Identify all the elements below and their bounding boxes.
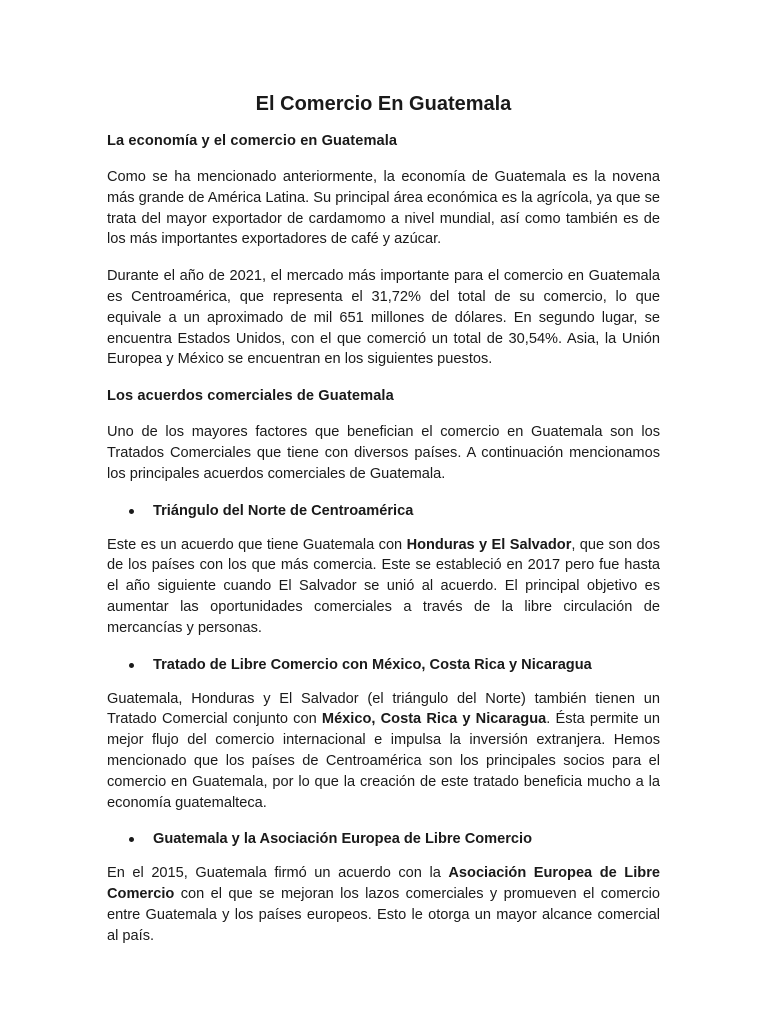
paragraph-triangulo-text-2: , que son dos de los países con los que más comercia. Este se estableció en 2017 pero fue hasta el año siguiente cuando El Salvador se unió al acuerdo. El principal objetivo es aumentar las oportunidades comerciales a través de la libre circulación de mercancías y personas. bbox=[107, 536, 660, 636]
document-body bbox=[107, 131, 660, 963]
bullet-label-triangulo: Triángulo del Norte de Centroamérica bbox=[153, 502, 414, 519]
bullet-list-triangulo bbox=[107, 501, 660, 521]
paragraph-acuerdos-intro: Uno de los mayores factores que benefician el comercio en Guatemala son los Tratados Comerciales que tiene con diversos países. A continuación mencionamos los principales acuerdos comerciales de Guatemala. bbox=[107, 424, 660, 482]
paragraph-triangulo-bold: Honduras y El Salvador bbox=[406, 536, 572, 553]
paragraph-aelc-bold: Asociación Europea de Libre Comercio bbox=[107, 865, 660, 903]
bullet-dot-icon bbox=[129, 837, 134, 842]
section-heading-acuerdos: Los acuerdos comerciales de Guatemala bbox=[107, 388, 394, 405]
paragraph-triangulo bbox=[107, 535, 660, 639]
section-heading-economia: La economía y el comercio en Guatemala bbox=[107, 133, 398, 149]
paragraph-aelc-text-2: con el que se mejoran los lazos comerciales y promueven el comercio entre Guatemala y los países europeos. Esto le otorga un mayor alcance comercial al país. bbox=[107, 886, 660, 944]
paragraph-aelc-text-1: En el 2015, Guatemala firmó un acuerdo con la bbox=[107, 865, 449, 882]
bullet-item-tlc bbox=[107, 655, 660, 675]
bullet-label-tlc: Tratado de Libre Comercio con México, Costa Rica y Nicaragua bbox=[153, 656, 592, 673]
paragraph-tlc bbox=[107, 689, 660, 814]
paragraph-tlc-bold: México, Costa Rica y Nicaragua bbox=[321, 711, 547, 728]
paragraph-economia-intro: Como se ha mencionado anteriormente, la economía de Guatemala es la novena más grande de América Latina. Su principal área económica es la agrícola, ya que se trata del mayor exportador de cardamomo a nivel mundial, así como también es de los más importantes exportadores de café y azúcar. bbox=[107, 169, 660, 248]
paragraph-mercados-2021: Durante el año de 2021, el mercado más importante para el comercio en Guatemala es Centroamérica, que representa el 31,72% del total de su comercio, lo que equivale a un aproximado de mil 651 millones de dólares. En segundo lugar, se encuentra Estados Unidos, con el que comerció un total de 30,54%. Asia, la Unión Europea y México se encuentran en los siguientes puestos. bbox=[107, 268, 660, 368]
paragraph-triangulo-text-1: Este es un acuerdo que tiene Guatemala con bbox=[107, 536, 407, 553]
bullet-item-triangulo bbox=[107, 501, 660, 521]
bullet-label-aelc: Guatemala y la Asociación Europea de Libre Comercio bbox=[153, 831, 533, 848]
document-title: El Comercio En Guatemala bbox=[255, 93, 512, 115]
bullet-list-tlc bbox=[107, 655, 660, 675]
paragraph-tlc-text-2: . Ésta permite un mejor flujo del comercio internacional e impulsa la inversión extranjera. Hemos mencionado que los países de Centroamérica son los principales socios para el comercio en Guatemala, por lo que la creación de este tratado beneficia mucho a la economía guatemalteca. bbox=[107, 711, 660, 811]
paragraph-aelc bbox=[107, 863, 660, 946]
paragraph-tlc-text-1: Guatemala, Honduras y El Salvador (el triángulo del Norte) también tienen un Tratado Comercial conjunto con bbox=[107, 690, 660, 728]
bullet-dot-icon bbox=[129, 663, 134, 668]
bullet-list-aelc bbox=[107, 829, 660, 849]
bullet-dot-icon bbox=[129, 509, 134, 514]
bullet-item-aelc bbox=[107, 829, 660, 849]
